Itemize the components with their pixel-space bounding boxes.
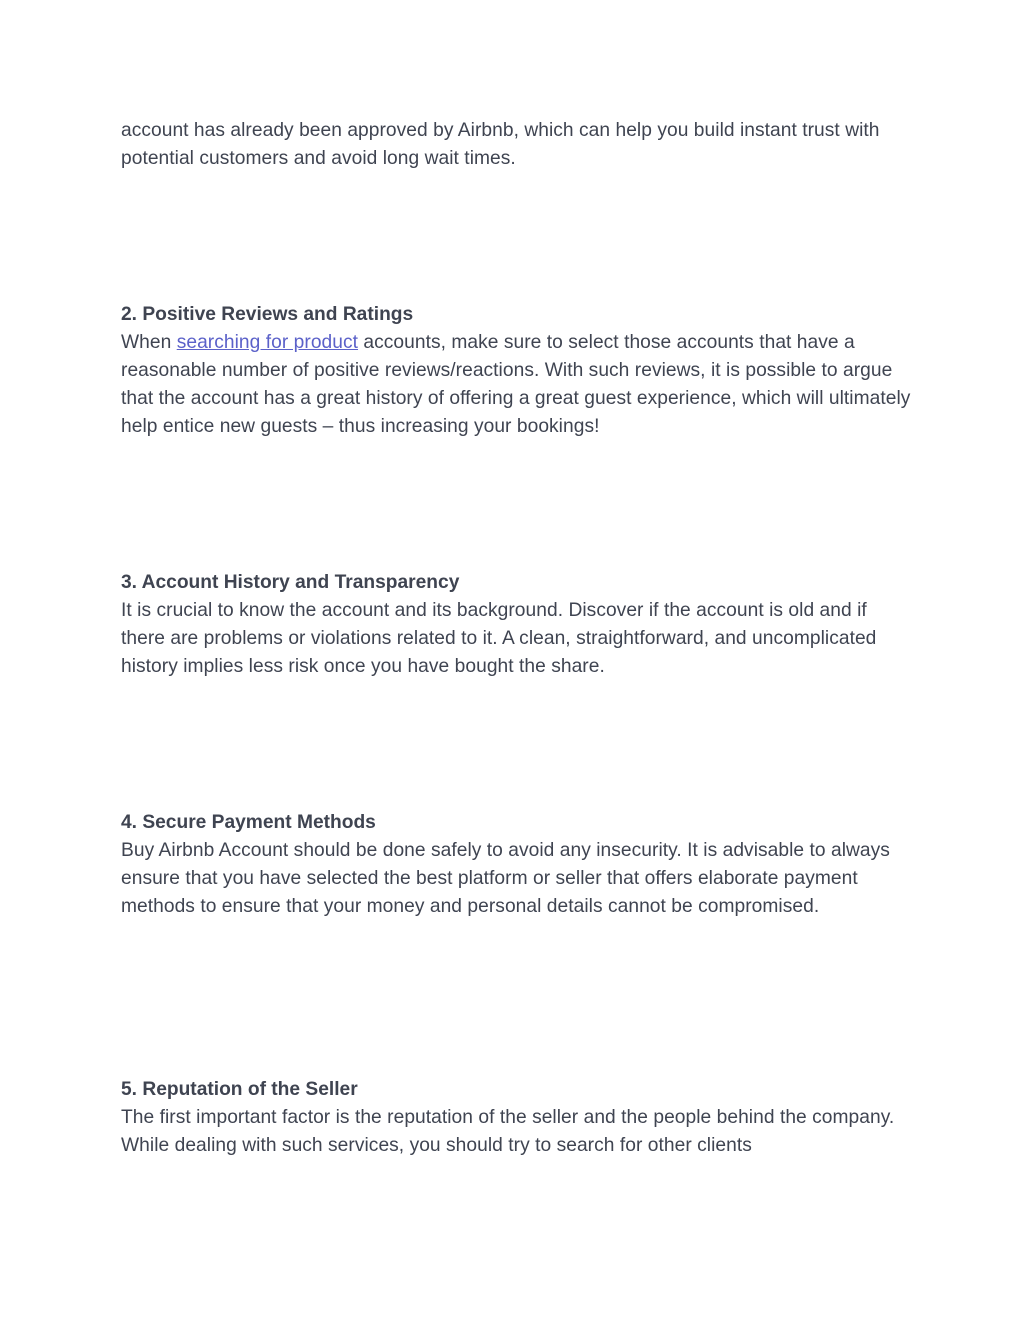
section-paragraph: The first important factor is the reputation of the seller and the people behind the company. While dealing with such services, you should try to search for other clients [121,1107,895,1156]
paragraph-text: When [121,332,177,353]
section-seller-reputation [121,1076,911,1160]
searching-for-product-link[interactable]: searching for product [176,332,359,353]
section-heading: 4. Secure Payment Methods [121,812,376,833]
section-heading: 5. Reputation of the Seller [121,1079,358,1100]
section-heading: 2. Positive Reviews and Ratings [121,304,414,325]
section-account-history [121,569,911,681]
section-paragraph: It is crucial to know the account and its background. Discover if the account is old and if there are problems or violations related to it. A clean, straightforward, and uncomplicated history implies less risk once you have bought the share. [121,600,877,677]
section-positive-reviews [121,301,911,441]
section-paragraph: Buy Airbnb Account should be done safely to avoid any insecurity. It is advisable to always ensure that you have selected the best platform or seller that offers elaborate payment methods to ensure that your money and personal details cannot be compromised. [121,840,890,917]
intro-block [121,117,911,173]
paragraph-text: accounts, make sure to select those accounts that have a reasonable number of positive reviews/reactions. With such reviews, it is possible to argue that the account has a great history of offering a great guest experience, which will ultimately help entice new guests – thus increasing your bookings! [121,332,911,437]
section-secure-payment [121,809,911,921]
section-paragraph [121,329,911,441]
intro-paragraph: account has already been approved by Airbnb, which can help you build instant trust with potential customers and avoid long wait times. [121,120,880,169]
section-heading: 3. Account History and Transparency [121,572,460,593]
